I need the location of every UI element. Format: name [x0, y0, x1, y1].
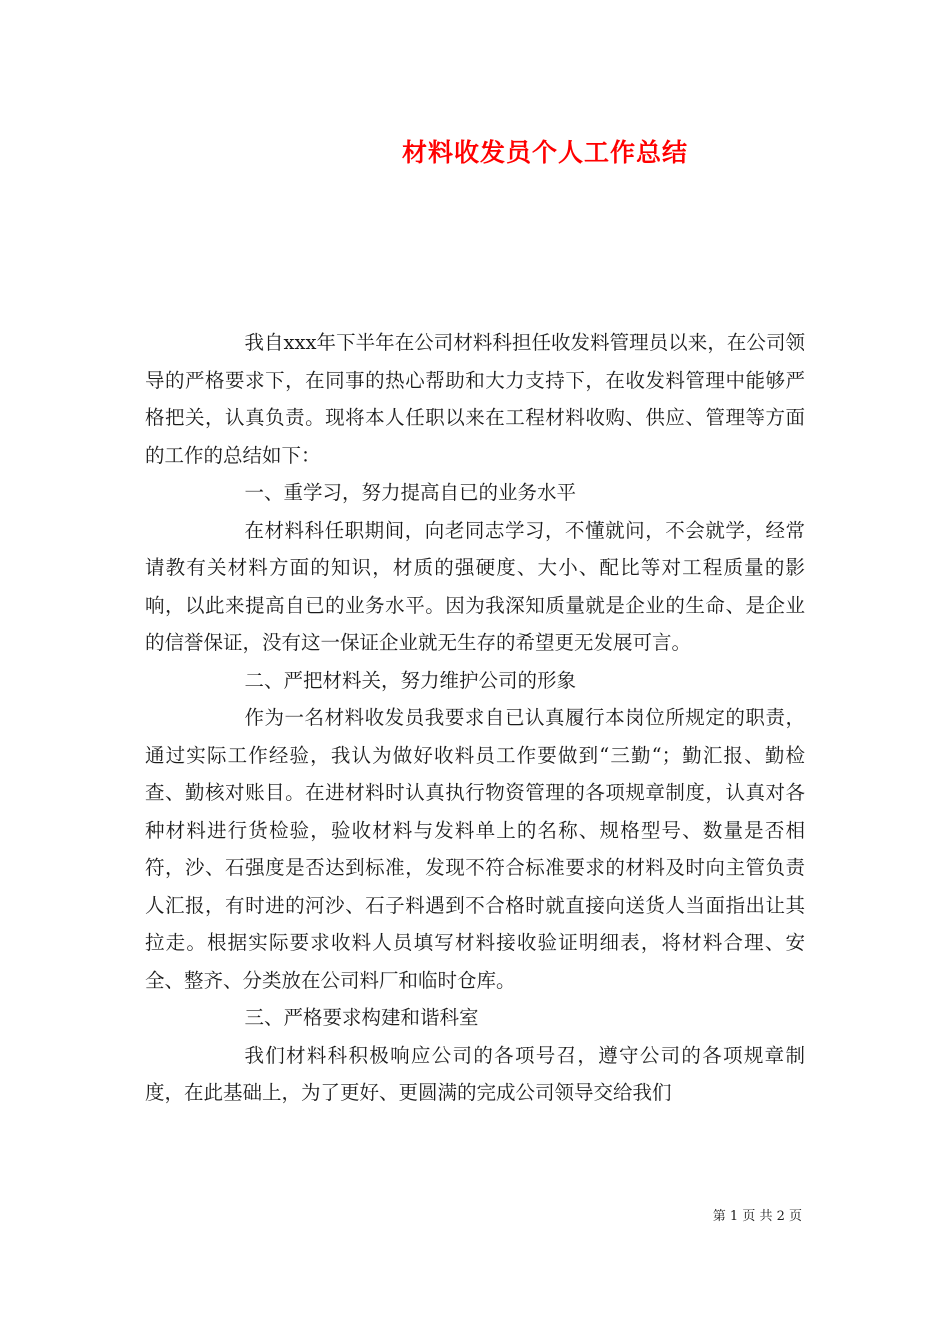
section-2-paragraph: 作为一名材料收发员我要求自已认真履行本岗位所规定的职责，通过实际工作经验，我认为做好收料员工作要做到“三勤“；勤汇报、勤检查、勤核对账目。在进材料时认真执行物资管理的各项规章制度，认真对各种材料进行货检验，验收材料与发料单上的名称、规格型号、数量是否相符，沙、石强度是否达到标准，发现不符合标准要求的材料及时向主管负责人汇报，有时进的河沙、石子料遇到不合格时就直接向送货人当面指出让其拉走。根据实际要求收料人员填写材料接收验证明细表，将材料合理、安全、整齐、分类放在公司料厂和临时仓库。 — [145, 706, 805, 992]
section-heading-2: 二、严把材料关，努力维护公司的形象 — [244, 668, 576, 692]
document-body — [145, 324, 805, 1112]
section-heading-1: 一、重学习，努力提高自已的业务水平 — [244, 481, 576, 504]
document-title: 材料收发员个人工作总结 — [401, 138, 688, 167]
page-number-footer: 第 1 页 共 2 页 — [712, 1209, 802, 1224]
section-3-paragraph: 我们材料科积极响应公司的各项号召，遵守公司的各项规章制度，在此基础上，为了更好、更圆满的完成公司领导交给我们 — [145, 1043, 805, 1104]
section-heading-3: 三、严格要求构建和谐科室 — [244, 1006, 479, 1029]
section-1-paragraph: 在材料科任职期间，向老同志学习，不懂就问，不会就学，经常请教有关材料方面的知识，材质的强硬度、大小、配比等对工程质量的影响，以此来提高自已的业务水平。因为我深知质量就是企业的生命、是企业的信誉保证，没有这一保证企业就无生存的希望更无发展可言。 — [145, 518, 805, 654]
intro-paragraph: 我自xxx年下半年在公司材料科担任收发料管理员以来，在公司领导的严格要求下，在同事的热心帮助和大力支持下，在收发料管理中能够严格把关，认真负责。现将本人任职以来在工程材料收购、供应、管理等方面的工作的总结如下： — [145, 331, 805, 467]
